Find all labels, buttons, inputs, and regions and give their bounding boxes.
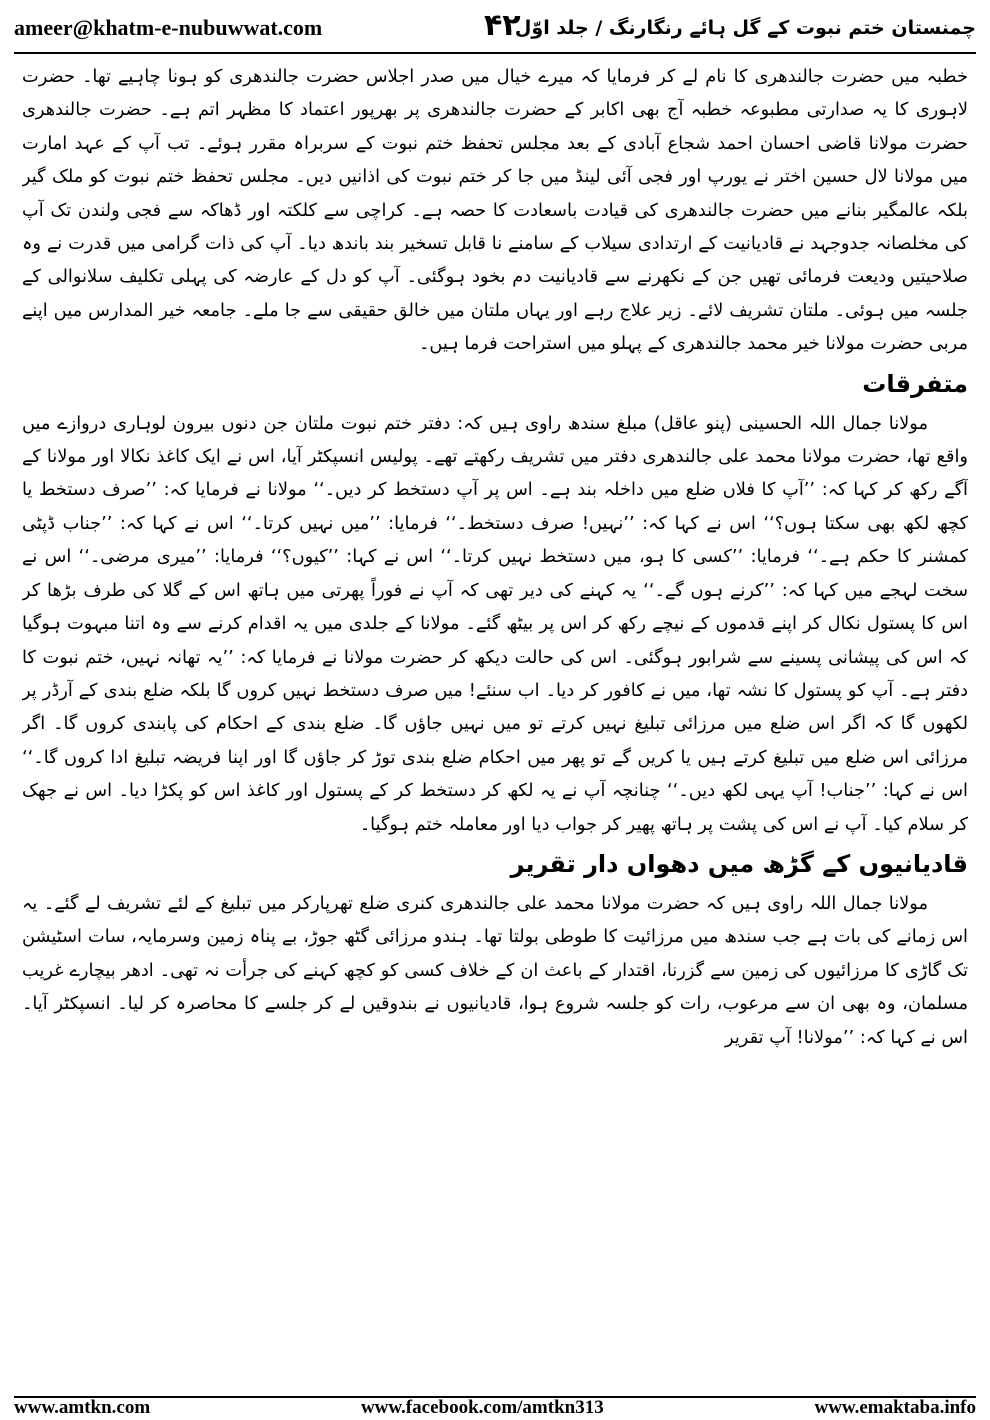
page-body [22,60,968,1386]
page-header [14,10,976,46]
section-heading: متفرقات [862,369,968,398]
paragraph: خطبہ میں حضرت جالندھری کا نام لے کر فرمایا کہ میرے خیال میں صدر اجلاس حضرت جالندھری کو ہونا چاہیے تھا۔ حضرت لاہوری کا یہ صدارتی مطبوعہ خطبہ آج بھی اکابر کے حضرت جالندھری پر بھرپور اعتماد کا مظہر اتم ہے۔ حضرت جالندھری حضرت مولانا قاضی احسان احمد شجاع آبادی کے بعد مجلس تحفظ ختم نبوت کے سربراہ مقرر ہوئے۔ تب آپ کے عہد امارت میں مولانا لال حسین اختر نے یورپ اور فجی آئی لینڈ میں جا کر ختم نبوت کی اذانیں دیں۔ مجلس تحفظ ختم نبوت کو ملک گیر بلکہ عالمگیر بنانے میں حضرت جالندھری کی قیادت باسعادت کا حصہ ہے۔ کراچی سے کلکتہ اور ڈھاکہ سے فجی ولندن تک آپ کی مخلصانہ جدوجہد نے قادیانیت کے ارتدادی سیلاب کے سامنے نا قابل تسخیر بند باندھ دیا۔ آپ کی ذات گرامی میں قدرت نے وہ صلاحیتیں ودیعت فرمائی تھیں جن کے نکھرنے سے قادیانیت دم بخود ہوگئی۔ آپ کو دل کے عارضہ کی پہلی تکلیف سلانوالی کے جلسہ میں ہوئی۔ ملتان تشریف لائے۔ زیر علاج رہے اور یہاں ملتان میں خالق حقیقی سے جا ملے۔ جامعہ خیر المدارس میں اپنے مربی حضرت مولانا خیر محمد جالندھری کے پہلو میں استراحت فرما ہیں۔ [22,66,968,355]
footer-link-center[interactable]: www.facebook.com/amtkn313 [360,1397,604,1418]
paragraph: مولانا جمال اللہ الحسینی (پنو عاقل) مبلغ سندھ راوی ہیں کہ: دفتر ختم نبوت ملتان جن دنوں بیرون لوہاری دروازے میں واقع تھا، حضرت مولانا محمد علی جالندھری دفتر میں تشریف رکھتے تھے۔ پولیس انسپکٹر آیا، اس نے ایک کاغذ نکالا اور مولانا کے آگے رکھ کر کہا کہ: ’’آپ کا فلاں ضلع میں داخلہ بند ہے۔ اس پر آپ دستخط کر دیں۔‘‘ مولانا نے فرمایا کہ: ’’صرف دستخط یا کچھ لکھ بھی سکتا ہوں؟‘‘ اس نے کہا کہ: ’’نہیں! صرف دستخط۔‘‘ فرمایا: ’’میں نہیں کرتا۔‘‘ اس نے کہا کہ: ’’جناب ڈپٹی کمشنر کا حکم ہے۔‘‘ فرمایا: ’’کسی کا ہو، میں دستخط نہیں کرتا۔‘‘ اس نے کہا: ’’کیوں؟‘‘ فرمایا: ’’میری مرضی۔‘‘ اس نے سخت لہجے میں کہا کہ: ’’کرنے ہوں گے۔‘‘ یہ کہنے کی دیر تھی کہ آپ نے فوراً پھرتی میں ہاتھ اس کے گلا کی طرف بڑھا کر اس کا پستول نکال کر اپنے قدموں کے نیچے رکھ کر اس پر بیٹھ گئے۔ مولانا کے جلدی میں یہ اقدام کرنے سے وہ اتنا مبہوت ہوگیا کہ اس کی پیشانی پسینے سے شرابور ہوگئی۔ اس کی حالت دیکھ کر حضرت مولانا نے فرمایا کہ: ’’یہ تھانہ نہیں، ختم نبوت کا دفتر ہے۔ آپ کو پستول کا نشہ تھا، میں نے کافور کر دیا۔ اب سنئے! میں صرف دستخط نہیں کروں گا بلکہ ضلع بندی کے آرڈر پر لکھوں گا کہ اگر اس ضلع میں مرزائی تبلیغ نہیں کرتے تو میں نہیں جاؤں گا۔ ضلع بندی کے احکام کی پابندی کروں گا۔ اگر مرزائی اس ضلع میں تبلیغ کرتے ہیں یا کریں گے تو پھر میں احکام ضلع بندی توڑ کر جاؤں گا اور اپنا فریضہ تبلیغ ادا کروں گا۔‘‘ اس نے کہا: ’’جناب! آپ یہی لکھ دیں۔‘‘ چنانچہ آپ نے یہ لکھ کر دستخط کر کے پستول اور کاغذ اس کو پکڑا دیا۔ اس نے جھک کر سلام کیا۔ آپ نے اس کی پشت پر ہاتھ پھیر کر جواب دیا اور معاملہ ختم ہوگیا۔ [22,412,968,835]
paragraph: مولانا جمال اللہ راوی ہیں کہ حضرت مولانا محمد علی جالندھری کنری ضلع تھرپارکر میں تبلیغ کے لئے تشریف لے گئے۔ یہ اس زمانے کی بات ہے جب سندھ میں مرزائیت کا طوطی بولتا تھا۔ ہندو مرزائی گٹھ جوڑ، بے پناہ زمین وسرمایہ، سات اسٹیشن تک گاڑی کا مرزائیوں کی زمین سے گزرنا، اقتدار کے باعث ان کے خلاف کسی کو کچھ کہنے کی جرأت نہ تھی۔ ادھر بیچارے غریب مسلمان، وہ بھی ان سے مرعوب، رات کو جلسہ شروع ہوا، قادیانیوں نے بندوقیں لے کر جلسے کا محاصرہ کر لیا۔ انسپکٹر آیا۔ اس نے کہا کہ: ’’مولانا! آپ تقریر [22,892,968,1048]
page-number: ۴۲ [484,8,521,43]
header-email: ameer@khatm-e-nubuwwat.com [14,15,323,40]
section-heading: قادیانیوں کے گڑھ میں دھواں دار تقریر [510,849,968,878]
book-title: چمنستان ختم نبوت کے گل ہائے رنگارنگ / جلد اوّل [514,17,976,39]
footer-link-right[interactable]: www.emaktaba.info [814,1397,976,1418]
page-footer [14,1398,976,1418]
header-divider [14,52,976,54]
footer-link-left[interactable]: www.amtkn.com [14,1397,151,1418]
